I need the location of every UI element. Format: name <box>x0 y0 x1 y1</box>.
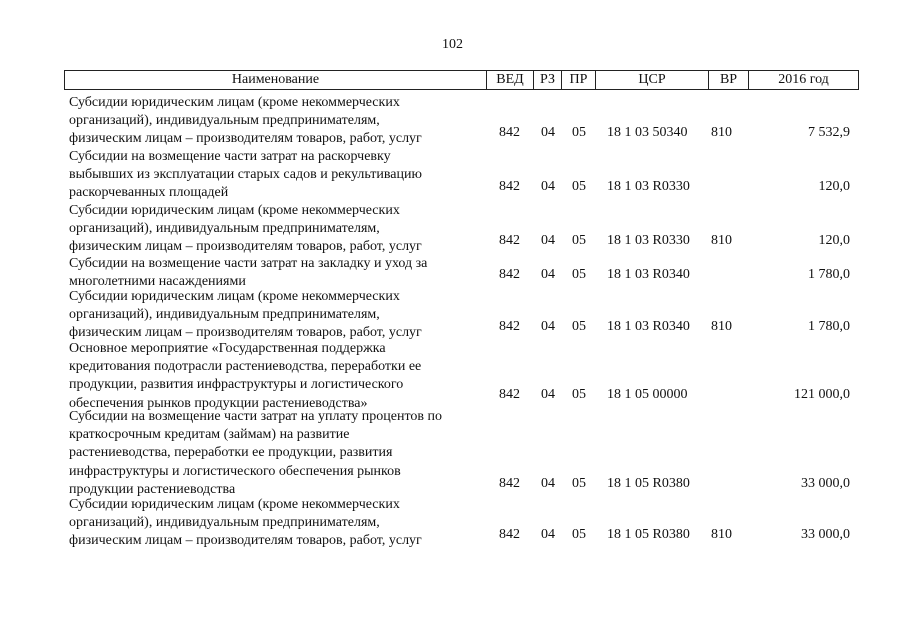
row-amount: 120,0 <box>818 233 850 248</box>
row-rz: 04 <box>541 233 555 248</box>
row-pr: 05 <box>572 267 586 282</box>
row-amount: 1 780,0 <box>808 319 850 334</box>
row-name: Субсидии юридическим лицам (кроме некоммерческих организаций), индивидуальным предпринимателям, физическим лицам – производителям товаров, работ, услуг <box>69 95 422 147</box>
row-vr: 810 <box>711 527 732 542</box>
row-ved: 842 <box>499 125 520 140</box>
header-rz: РЗ <box>533 71 561 89</box>
row-name: Субсидии на возмещение части затрат на закладку и уход за многолетними насаждениями <box>69 256 428 290</box>
row-csr: 18 1 05 R0380 <box>607 476 690 491</box>
row-name: Основное мероприятие «Государственная поддержка кредитования подотрасли растениеводства, переработки ее продукции, развития инфраструктуры и логистического обеспечения рынков продукции растениеводства» <box>69 341 422 411</box>
row-ved: 842 <box>499 233 520 248</box>
row-rz: 04 <box>541 267 555 282</box>
row-pr: 05 <box>572 387 586 402</box>
header-csr: ЦСР <box>595 71 708 89</box>
row-amount: 7 532,9 <box>808 125 850 140</box>
header-name: Наименование <box>231 72 320 87</box>
row-ved: 842 <box>499 476 520 491</box>
row-ved: 842 <box>499 267 520 282</box>
header-year: 2016 год <box>748 71 858 89</box>
row-pr: 05 <box>572 125 586 140</box>
table-header <box>64 70 859 90</box>
row-csr: 18 1 05 00000 <box>607 387 688 402</box>
row-vr: 810 <box>711 125 732 140</box>
row-ved: 842 <box>499 527 520 542</box>
row-amount: 120,0 <box>818 179 850 194</box>
row-name: Субсидии юридическим лицам (кроме некоммерческих организаций), индивидуальным предпринимателям, физическим лицам – производителям товаров, работ, услуг <box>69 497 422 549</box>
row-rz: 04 <box>541 476 555 491</box>
header-vr: ВР <box>708 71 748 89</box>
row-name: Субсидии юридическим лицам (кроме некоммерческих организаций), индивидуальным предпринимателям, физическим лицам – производителям товаров, работ, услуг <box>69 289 422 341</box>
row-amount: 33 000,0 <box>801 476 850 491</box>
row-name: Субсидии юридическим лицам (кроме некоммерческих организаций), индивидуальным предпринимателям, физическим лицам – производителям товаров, работ, услуг <box>69 203 422 255</box>
header-pr: ПР <box>561 71 595 89</box>
row-pr: 05 <box>572 319 586 334</box>
row-name: Субсидии на возмещение части затрат на раскорчевку выбывших из эксплуатации старых садов и рекультивацию раскорчеванных площадей <box>69 149 422 201</box>
row-amount: 33 000,0 <box>801 527 850 542</box>
row-vr: 810 <box>711 233 732 248</box>
row-pr: 05 <box>572 179 586 194</box>
row-rz: 04 <box>541 527 555 542</box>
row-rz: 04 <box>541 319 555 334</box>
row-name: Субсидии на возмещение части затрат на уплату процентов по краткосрочным кредитам (займам) на развитие растениеводства, переработки ее продукции, развития инфраструктуры и логистического обеспечения рынков продукции растениеводства <box>69 409 442 497</box>
row-vr: 810 <box>711 319 732 334</box>
row-ved: 842 <box>499 179 520 194</box>
row-rz: 04 <box>541 125 555 140</box>
row-rz: 04 <box>541 387 555 402</box>
row-pr: 05 <box>572 476 586 491</box>
row-csr: 18 1 03 50340 <box>607 125 688 140</box>
row-csr: 18 1 03 R0330 <box>607 233 690 248</box>
header-ved: ВЕД <box>486 71 533 89</box>
row-ved: 842 <box>499 319 520 334</box>
page-number: 102 <box>442 37 463 52</box>
row-csr: 18 1 03 R0340 <box>607 319 690 334</box>
row-csr: 18 1 03 R0340 <box>607 267 690 282</box>
row-pr: 05 <box>572 233 586 248</box>
row-amount: 1 780,0 <box>808 267 850 282</box>
row-csr: 18 1 05 R0380 <box>607 527 690 542</box>
row-csr: 18 1 03 R0330 <box>607 179 690 194</box>
row-ved: 842 <box>499 387 520 402</box>
row-rz: 04 <box>541 179 555 194</box>
row-pr: 05 <box>572 527 586 542</box>
row-amount: 121 000,0 <box>794 387 850 402</box>
